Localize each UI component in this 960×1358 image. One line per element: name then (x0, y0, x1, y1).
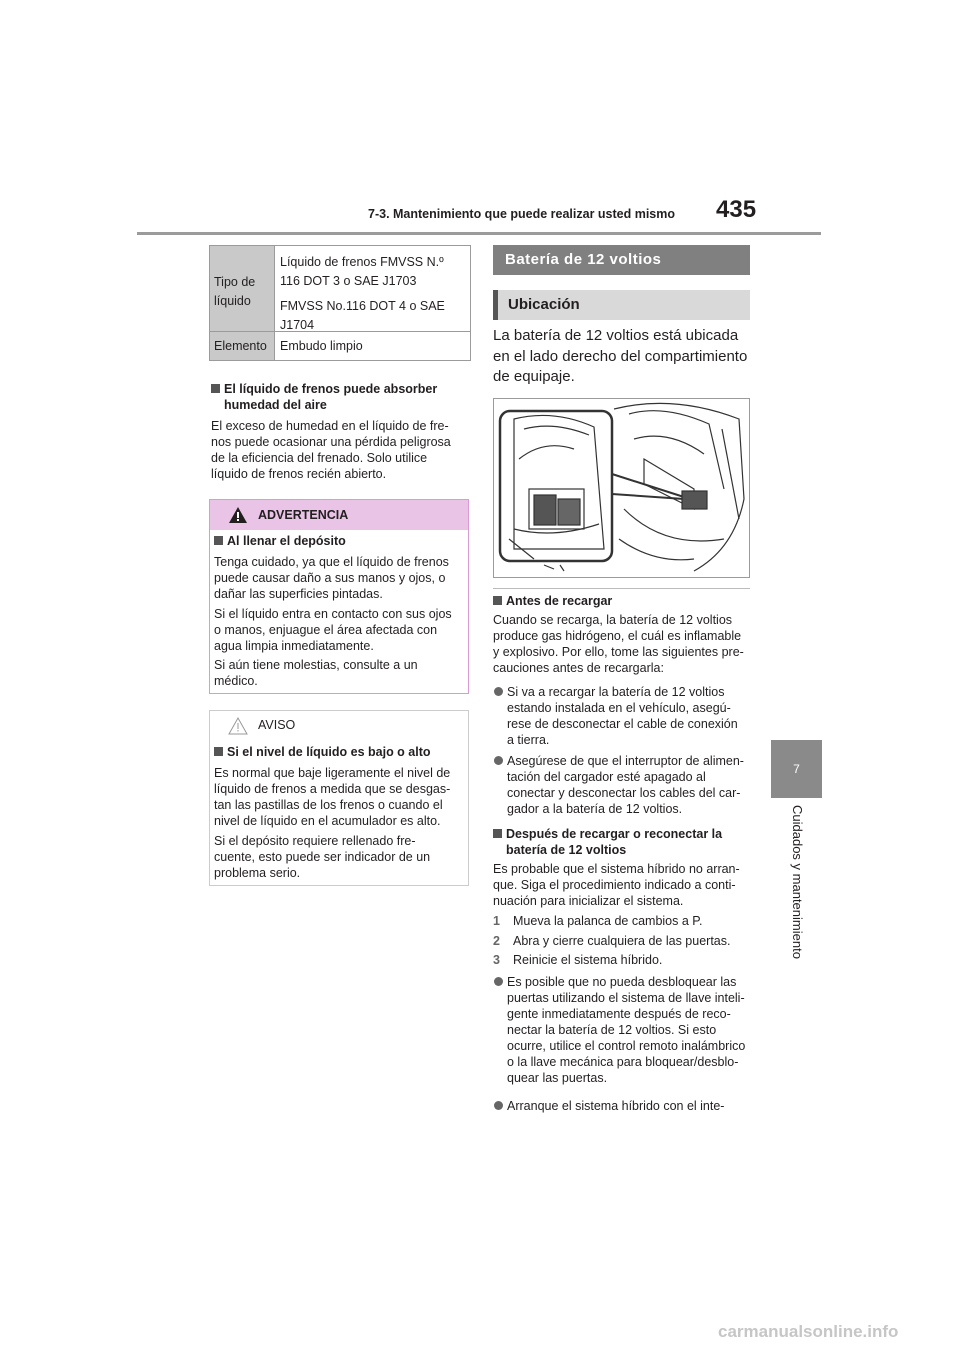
warning-header (210, 500, 468, 530)
caution-triangle-icon (228, 717, 248, 735)
round-bullet-icon (494, 1101, 503, 1110)
text-line: estando instalada en el vehículo, asegú- (507, 701, 731, 715)
section-title: Batería de 12 voltios (505, 251, 662, 268)
step-number: 2 (493, 934, 500, 948)
square-bullet-icon (493, 829, 502, 838)
text-line: Si el depósito requiere rellenado fre- (214, 834, 416, 848)
text-line: que. Siga el procedimiento indicado a conti- (493, 878, 736, 892)
location-text (493, 326, 747, 388)
square-bullet-icon (211, 384, 220, 393)
text-line: ocurre, utilice el control remoto inalámbrico (507, 1039, 746, 1053)
text-line: Si el líquido entra en contacto con sus ojos (214, 607, 452, 621)
section-heading-bar (493, 245, 750, 275)
text-line: Es normal que baje ligeramente el nivel de (214, 766, 451, 780)
step-item (493, 913, 703, 929)
warning-subheading (214, 533, 346, 549)
text-line: en el lado derecho del compartimiento (493, 347, 748, 365)
heading-line: El líquido de frenos puede absorber (224, 382, 438, 396)
humidity-text (211, 418, 471, 482)
text-line: cauciones antes de recargarla: (493, 661, 664, 675)
warning-paragraph-3 (214, 657, 466, 689)
text-line: a tierra. (507, 733, 550, 747)
text-line: produce gas hidrógeno, el cuál es inflamable (493, 629, 742, 643)
subheading-text: Si el nivel de líquido es bajo o alto (227, 745, 431, 759)
text-line: quear las puertas. (507, 1071, 608, 1085)
chapter-tab (771, 740, 822, 798)
text-line: Si aún tiene molestias, consulte a un (214, 658, 418, 672)
page-number: 435 (716, 196, 757, 223)
text-line: rese de desconectar el cable de conexión (507, 717, 738, 731)
illustration-divider (493, 588, 750, 589)
text-line: Asegúrese de que el interruptor de alimen- (507, 754, 744, 768)
text-line: problema serio. (214, 866, 301, 880)
square-bullet-icon (214, 536, 223, 545)
step-number: 3 (493, 953, 500, 967)
heading-text: Antes de recargar (506, 594, 613, 608)
text-line: conectar y desconectar los cables del car- (507, 786, 741, 800)
text-line: médico. (214, 674, 258, 688)
humidity-heading (211, 381, 471, 413)
subheading-text: Al llenar el depósito (227, 534, 346, 548)
step-item (493, 952, 663, 968)
text-line: Cuando se recarga, la batería de 12 voltios (493, 613, 733, 627)
round-bullet-icon (494, 756, 503, 765)
step-text: Reinicie el sistema híbrido. (513, 953, 663, 967)
notice-subheading (214, 744, 431, 760)
text-line: Es probable que el sistema híbrido no arran- (493, 862, 740, 876)
round-bullet-icon (494, 977, 503, 986)
text-line: puertas utilizando el sistema de llave inteli- (507, 991, 745, 1005)
text-line: nivel de líquido en el acumulador es alto. (214, 814, 441, 828)
text-line: Arranque el sistema híbrido con el inte- (507, 1099, 725, 1113)
before-recharge-heading (493, 593, 612, 609)
label-line: Tipo de (214, 275, 256, 289)
text-line: tación del cargador esté apagado al (507, 770, 706, 784)
after-recharge-heading (493, 826, 722, 858)
text-line: Es posible que no pueda desbloquear las (507, 975, 737, 989)
watermark: carmanualsonline.info (718, 1322, 899, 1341)
step-text: Abra y cierre cualquiera de las puertas. (513, 934, 731, 948)
text-line: o manos, enjuague el área afectada con (214, 623, 438, 637)
label-line: líquido (214, 294, 251, 308)
text-line: cuente, esto puede ser indicador de un (214, 850, 431, 864)
fluid-type-value (275, 246, 470, 331)
text-line: gente inmediatamente después de reco- (507, 1007, 731, 1021)
warning-title: ADVERTENCIA (258, 508, 349, 522)
round-bullet-icon (494, 687, 503, 696)
subsection-title: Ubicación (508, 296, 580, 313)
warning-paragraph-2 (214, 606, 466, 654)
text-line: o la llave mecánica para bloquear/desblo- (507, 1055, 739, 1069)
value-line: 116 DOT 3 o SAE J1703 (280, 274, 417, 288)
notice-box (209, 710, 469, 886)
text-line: agua limpia inmediatamente. (214, 639, 374, 653)
warning-triangle-icon (228, 506, 248, 524)
warning-paragraph-1 (214, 554, 466, 602)
text-line: líquido de frenos a medida que se desgas- (214, 782, 451, 796)
step-item (493, 933, 731, 949)
chapter-label: Cuidados y mantenimiento (790, 805, 805, 959)
text-line: Tenga cuidado, ya que el líquido de frenos (214, 555, 449, 569)
heading-line: batería de 12 voltios (506, 843, 627, 857)
header-rule (137, 232, 821, 235)
bullet-item (493, 1098, 759, 1114)
text-line: gador a la batería de 12 voltios. (507, 802, 683, 816)
text-line: La batería de 12 voltios está ubicada (493, 327, 739, 344)
bullet-item (493, 974, 759, 1086)
text-line: de equipaje. (493, 368, 575, 385)
before-recharge-text (493, 612, 753, 676)
fluid-type-label (210, 246, 275, 331)
text-line: y explosivo. Por ello, tome las siguientes pre- (493, 645, 744, 659)
warning-box (209, 499, 469, 694)
step-text: Mueva la palanca de cambios a P. (513, 914, 703, 928)
square-bullet-icon (493, 596, 502, 605)
subsection-heading-bar (493, 290, 750, 320)
text-line: nos puede ocasionar una pérdida peligrosa (211, 435, 451, 449)
square-bullet-icon (214, 747, 223, 756)
value-line: FMVSS No.116 DOT 4 o SAE (280, 299, 445, 313)
heading-line: humedad del aire (224, 398, 327, 412)
item-value: Embudo limpio (280, 339, 363, 353)
text-line: tan las pastillas de los frenos o cuando el (214, 798, 443, 812)
text-line: puede causar daño a sus manos y ojos, o (214, 571, 446, 585)
notice-paragraph-1 (214, 765, 466, 829)
value-line: J1704 (280, 318, 315, 332)
luggage-compartment-drawing (494, 399, 749, 577)
text-line: de la eficiencia del frenado. Solo utilice (211, 451, 428, 465)
bullet-item (493, 753, 757, 817)
brake-fluid-spec-table (209, 245, 471, 361)
heading-line: Después de recargar o reconectar la (506, 827, 723, 841)
text-line: líquido de frenos recién abierto. (211, 467, 387, 481)
step-number: 1 (493, 914, 500, 928)
chapter-number: 7 (793, 762, 800, 776)
after-recharge-text (493, 861, 753, 909)
text-line: nectar la batería de 12 voltios. Si esto (507, 1023, 717, 1037)
bullet-item (493, 684, 757, 748)
notice-paragraph-2 (214, 833, 466, 881)
notice-title: AVISO (258, 718, 296, 732)
battery-location-illustration (493, 398, 750, 578)
item-label: Elemento (210, 332, 275, 360)
chapter-section-title: 7-3. Mantenimiento que puede realizar usted mismo (368, 207, 676, 221)
text-line: nuación para inicializar el sistema. (493, 894, 684, 908)
value-line: Líquido de frenos FMVSS N.º (280, 255, 444, 269)
text-line: El exceso de humedad en el líquido de fre- (211, 419, 449, 433)
text-line: dañar las superficies pintadas. (214, 587, 383, 601)
text-line: Si va a recargar la batería de 12 voltios (507, 685, 725, 699)
